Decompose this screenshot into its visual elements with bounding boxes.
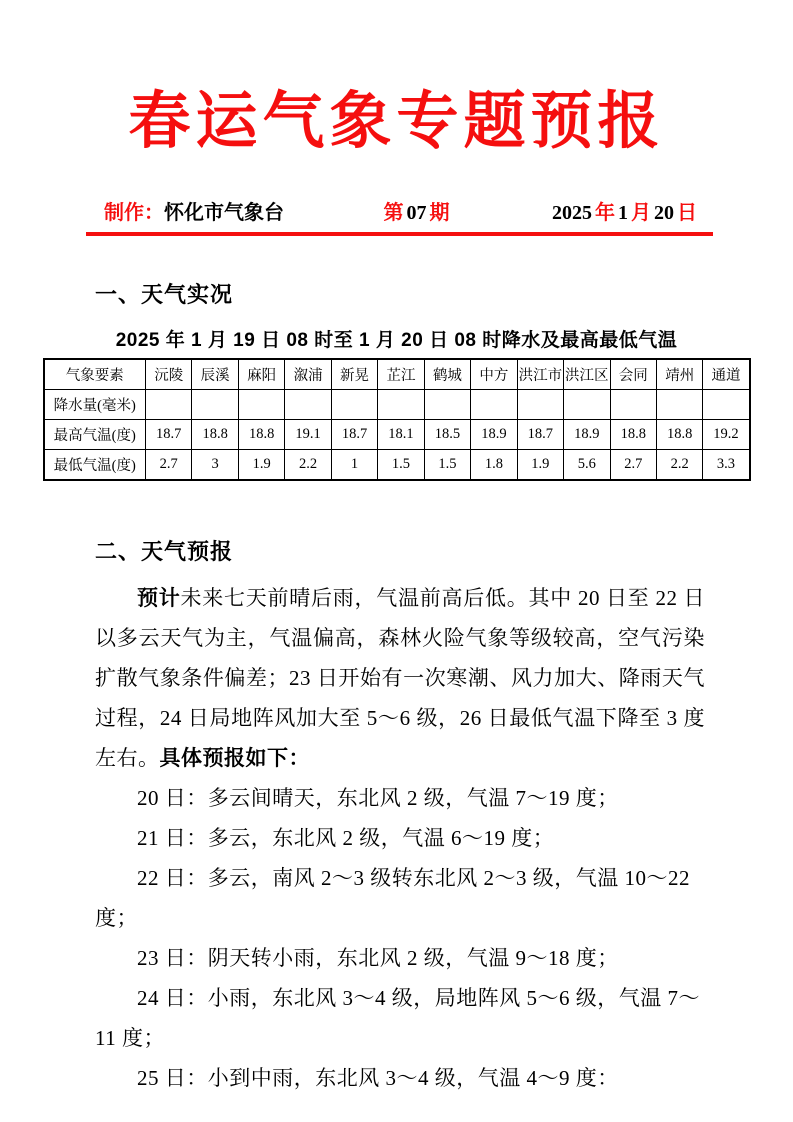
table-row-precipitation	[44, 389, 750, 419]
table-cell: 2.2	[656, 449, 702, 480]
table-row-max-temp	[44, 419, 750, 449]
date-day-unit: 日	[677, 201, 697, 224]
summary-lead: 预计	[137, 585, 181, 610]
weather-table	[43, 358, 751, 481]
issue-prefix: 第	[383, 201, 404, 224]
table-cell: 18.1	[378, 419, 424, 449]
daily-forecast-day20: 20 日：多云间晴天，东北风 2 级，气温 7～19 度；	[137, 785, 619, 810]
row-label: 最高气温(度)	[44, 419, 146, 449]
table-cell: 1.5	[424, 449, 470, 480]
table-cell	[564, 389, 610, 419]
table-cell: 18.8	[656, 419, 702, 449]
header-divider	[86, 232, 713, 236]
issue-number	[384, 196, 450, 225]
daily-forecast-day21: 21 日：多云，东北风 2 级，气温 6～19 度；	[137, 825, 555, 850]
table-cell: 2.7	[146, 449, 192, 480]
table-cell: 1.9	[517, 449, 563, 480]
meta-row	[88, 196, 709, 225]
table-header-cell: 靖州	[656, 359, 702, 390]
table-cell: 1	[331, 449, 377, 480]
daily-forecast-day23: 23 日：阴天转小雨，东北风 2 级，气温 9～18 度；	[137, 945, 619, 970]
weather-table-title: 2025 年 1 月 19 日 08 时至 1 月 20 日 08 时降水及最高最低气温	[115, 329, 678, 351]
table-cell: 18.8	[192, 419, 238, 449]
table-cell	[424, 389, 470, 419]
table-cell	[517, 389, 563, 419]
row-label: 最低气温(度)	[44, 449, 146, 480]
daily-forecast-day22: 22 日：多云，南风 2～3 级转东北风 2～3 级，气温 10～22 度；	[95, 865, 690, 930]
table-header-cell: 会同	[610, 359, 656, 390]
table-header-cell: 洪江市	[517, 359, 563, 390]
date-day: 20	[654, 201, 674, 224]
table-cell	[610, 389, 656, 419]
table-row-min-temp	[44, 449, 750, 480]
table-cell	[192, 389, 238, 419]
table-header-cell: 芷江	[378, 359, 424, 390]
table-cell	[331, 389, 377, 419]
table-cell	[471, 389, 517, 419]
table-cell: 1.9	[238, 449, 284, 480]
table-header-row	[44, 359, 750, 390]
table-cell: 2.7	[610, 449, 656, 480]
table-header-cell: 沅陵	[146, 359, 192, 390]
table-cell: 18.7	[146, 419, 192, 449]
table-cell	[703, 389, 750, 419]
issue-date	[549, 196, 697, 225]
table-header-cell: 溆浦	[285, 359, 331, 390]
date-year: 2025	[552, 201, 592, 224]
date-month: 1	[618, 201, 628, 224]
producer-label: 制作：	[104, 201, 164, 224]
table-cell	[378, 389, 424, 419]
table-cell: 1.8	[471, 449, 517, 480]
table-cell: 5.6	[564, 449, 610, 480]
table-header-cell: 洪江区	[564, 359, 610, 390]
issue-number-value: 07	[406, 201, 427, 224]
producer	[104, 196, 284, 225]
summary-tail: 具体预报如下：	[159, 745, 310, 770]
table-cell	[285, 389, 331, 419]
row-label: 降水量(毫米)	[44, 389, 146, 419]
table-cell	[146, 389, 192, 419]
table-cell: 18.8	[610, 419, 656, 449]
issue-suffix: 期	[429, 201, 450, 224]
table-cell: 19.1	[285, 419, 331, 449]
table-header-cell: 麻阳	[238, 359, 284, 390]
table-cell	[238, 389, 284, 419]
daily-forecast-day24: 24 日：小雨，东北风 3～4 级，局地阵风 5～6 级，气温 7～11 度；	[95, 985, 700, 1050]
table-cell: 3.3	[703, 449, 750, 480]
table-cell: 19.2	[703, 419, 750, 449]
table-header-cell: 气象要素	[44, 359, 146, 390]
section2-heading: 二、天气预报	[95, 538, 234, 564]
table-cell: 18.7	[517, 419, 563, 449]
date-year-unit: 年	[595, 201, 615, 224]
table-header-cell: 中方	[471, 359, 517, 390]
table-header-cell: 鹤城	[424, 359, 470, 390]
table-header-cell: 通道	[703, 359, 750, 390]
table-cell: 3	[192, 449, 238, 480]
table-cell	[656, 389, 702, 419]
table-header-cell: 辰溪	[192, 359, 238, 390]
daily-forecast-day25: 25 日：小到中雨，东北风 3～4 级，气温 4～9 度：	[137, 1065, 619, 1090]
table-cell: 18.9	[564, 419, 610, 449]
date-month-unit: 月	[631, 201, 651, 224]
section1-heading: 一、天气实况	[95, 281, 234, 307]
producer-value: 怀化市气象台	[164, 201, 284, 224]
summary-body: 未来七天前晴后雨，气温前高后低。其中 20 日至 22 日以多云天气为主，气温偏高，森林火险气象等级较高，空气污染扩散气象条件偏差；23 日开始有一次寒潮、风力加大、降雨天气过程，24 日局地阵风加大至 5～6 级，26 日最低气温下降至 3 度左右。	[95, 585, 705, 770]
table-header-cell: 新晃	[331, 359, 377, 390]
page-title: 春运气象专题预报	[128, 88, 665, 156]
table-cell: 18.7	[331, 419, 377, 449]
table-cell: 18.8	[238, 419, 284, 449]
table-cell: 18.5	[424, 419, 470, 449]
table-cell: 1.5	[378, 449, 424, 480]
forecast-summary	[95, 578, 705, 778]
table-cell: 18.9	[471, 419, 517, 449]
table-cell: 2.2	[285, 449, 331, 480]
